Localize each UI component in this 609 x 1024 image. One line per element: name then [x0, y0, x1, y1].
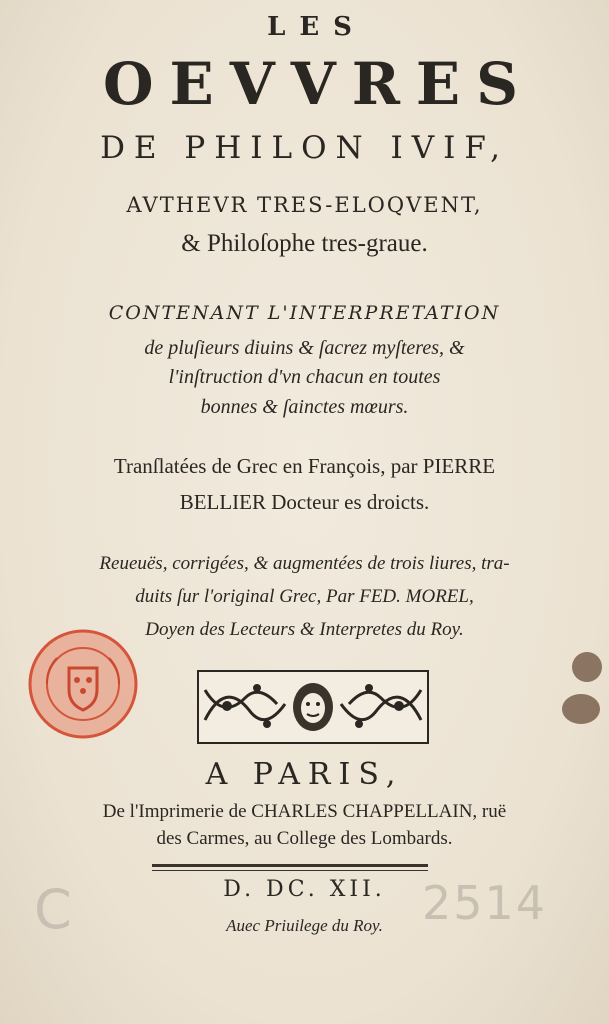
imprint-printer: De l'Imprimerie de CHARLES CHAPPELLAIN, ruë	[102, 801, 507, 822]
ink-stain	[562, 694, 600, 724]
imprint-city: A PARIS,	[205, 757, 404, 792]
translation-line-2: BELLIER Docteur es droicts.	[179, 490, 430, 514]
title-philon: DE PHILON IVIF,	[100, 130, 509, 166]
title-les: LES	[267, 12, 366, 42]
translation-line-1: Tranſlatées de Grec en François, par PIERRE	[113, 454, 496, 478]
divider-rule	[152, 864, 428, 867]
contents-line-3: l'inſtruction d'vn chacun en toutes	[168, 366, 441, 388]
woodcut-ornament-icon	[197, 670, 429, 744]
revision-line-1: Reueuës, corrigées, & augmentées de trois liures, tra-	[99, 553, 510, 574]
imprint-privilege: Auec Priuilege du Roy.	[226, 916, 383, 935]
contents-heading: CONTENANT L'INTERPRETATION	[108, 302, 501, 324]
pencil-mark-number: 2514	[422, 876, 548, 930]
ink-stain	[572, 652, 602, 682]
divider-rule	[152, 870, 428, 871]
library-stamp-icon	[27, 628, 139, 740]
subtitle-autheur: AVTHEVR TRES-ELOQVENT,	[126, 193, 483, 217]
revision-line-3: Doyen des Lecteurs & Interpretes du Roy.	[145, 619, 464, 640]
title-oeuvres: OEVVRES	[102, 50, 535, 118]
imprint-address: des Carmes, au College des Lombards.	[156, 828, 453, 849]
contents-line-2: de pluſieurs diuins & ſacrez myſteres, &	[144, 337, 465, 359]
contents-line-4: bonnes & ſainctes mœurs.	[200, 396, 409, 418]
imprint-date: D. DC. XII.	[223, 877, 386, 902]
revision-line-2: duits ſur l'original Grec, Par FED. MOREL,	[135, 586, 474, 607]
subtitle-philosophe: & Philoſophe tres-graue.	[181, 230, 428, 257]
pencil-mark-letter: C	[34, 878, 72, 941]
